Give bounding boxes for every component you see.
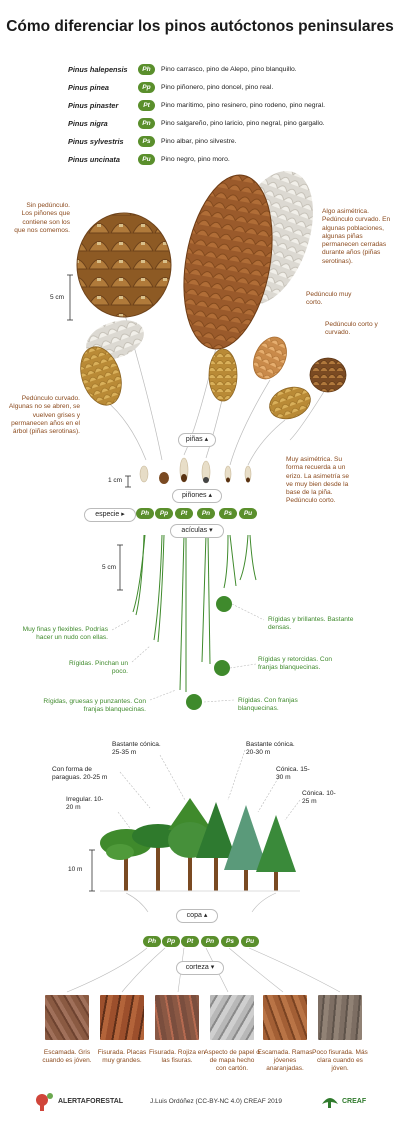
uncinata-crown-note: Cónica. 10-25 m: [302, 790, 336, 806]
bark-nigra-caption: Aspecto de papel o de mapa hecho con cartón.: [204, 1049, 260, 1072]
nigra-cone-note: Pedúnculo muy corto.: [306, 291, 352, 307]
trees: [100, 798, 300, 891]
species-code-badge: Ph: [138, 64, 155, 75]
sylvestris-cone: [247, 332, 293, 385]
species-badge-ps: Ps: [219, 508, 237, 519]
species-badge-pt: Pt: [175, 508, 193, 519]
species-common-names: Pino albar, pino silvestre.: [161, 137, 237, 145]
section-copa-label: copa: [186, 912, 202, 919]
uncinata-cone-note: Muy asimétrica. Su forma recuerda a un erizo. La asimetría se ve muy bien desde la base de la piña. Pedúnculo corto.: [286, 456, 350, 505]
chevron-up-icon: ▴: [203, 912, 208, 919]
seed-scale-label: 1 cm: [108, 477, 123, 484]
cone-scale-label: 5 cm: [50, 294, 65, 301]
species-name: Pinus uncinata: [68, 154, 120, 164]
needle-scale-label: 5 cm: [102, 564, 117, 571]
section-pinones-pill[interactable]: [172, 489, 222, 503]
section-pinas-label: piñas: [185, 436, 203, 443]
pinea-crown-note: Con forma de paraguas. 20-25 m: [52, 766, 108, 782]
uncinata-needle-note: Rígidas y retorcidas. Con franjas blanquecinas.: [258, 656, 333, 672]
section-aciculas-pill[interactable]: [170, 524, 224, 538]
species-common-names: Pino piñonero, pino doncel, pino real.: [161, 83, 274, 91]
species-code-badge: Pt: [138, 100, 155, 111]
bark-sylvestris-caption: Escamada. Ramas jóvenes anaranjadas.: [257, 1049, 313, 1072]
bark-halepensis-caption: Escamada. Gris cuando es jóven.: [42, 1049, 92, 1064]
species-code-badge: Pn: [138, 118, 155, 129]
seed-scale-bar: [125, 476, 131, 487]
section-especie-pill[interactable]: [84, 508, 136, 522]
species-badge-pu: Pu: [239, 508, 257, 519]
species-badge-pp: Pp: [155, 508, 173, 519]
species-name: Pinus pinaster: [68, 100, 119, 110]
section-corteza-pill[interactable]: [176, 961, 224, 975]
bark-pinaster-image: [155, 995, 199, 1040]
crown-connectors: [118, 750, 300, 828]
species-common-names: Pino carrasco, pino de Alepo, pino blanquillo.: [161, 65, 297, 73]
chevron-up-icon: ▴: [208, 492, 212, 499]
species-common-names: Pino salgareño, pino laricio, pino negral, pino gargallo.: [161, 119, 325, 127]
alertaforestal-logo: [36, 1093, 53, 1111]
chevron-down-icon: ▾: [209, 527, 213, 534]
pinea-cone: [77, 213, 171, 317]
chevron-right-icon: ▸: [121, 511, 125, 518]
creaf-logo: [322, 1098, 338, 1108]
pinea-cone-note: Sin pedúnculo. Los piñones que contiene son los que nos comemos.: [14, 202, 70, 234]
bark-pinea-image: [100, 995, 144, 1040]
chevron-down-icon: ▾: [210, 964, 215, 971]
nigra-crown-note: Bastante cónica. 20-30 m: [246, 741, 295, 757]
section-especie-label: especie: [95, 511, 120, 518]
bark-pinea-caption: Fisurada. Placas muy grandes.: [97, 1049, 147, 1064]
footer-alertaforestal[interactable]: ALERTAFORESTAL: [58, 1098, 124, 1105]
species-name: Pinus sylvestris: [68, 136, 124, 146]
pinea-needle-note: Rígidas. Pinchan un poco.: [68, 660, 128, 676]
section-corteza-label: corteza: [185, 964, 209, 971]
species-name: Pinus halepensis: [68, 64, 128, 74]
species-badge-pp: Pp: [162, 936, 180, 947]
needle-scale-bar: [117, 545, 123, 590]
species-common-names: Pino negro, pino moro.: [161, 155, 230, 163]
page-title: Cómo diferenciar los pinos autóctonos peninsulares: [6, 18, 394, 35]
species-badge-pn: Pn: [201, 936, 219, 947]
tree-scale-label: 10 m: [68, 866, 83, 873]
section-pinones-label: piñones: [182, 492, 207, 499]
species-name: Pinus nigra: [68, 118, 108, 128]
section-pinas-pill[interactable]: [178, 433, 216, 447]
species-code-badge: Pp: [138, 82, 155, 93]
bark-halepensis-image: [45, 995, 89, 1040]
halepensis-needle-note: Muy finas y flexibles. Podrías hacer un nudo con ellas.: [22, 626, 108, 642]
bark-pinaster-caption: Fisurada. Rojiza en las fisuras.: [149, 1049, 205, 1064]
pinaster-cone-note: Algo asimétrica. Pedúnculo curvado. En algunas poblaciones, algunas piñas permanecen cerradas durante años (piñas serotinas).: [322, 208, 391, 265]
species-common-names: Pino marítimo, pino resinero, pino rodeno, pino negral.: [161, 101, 325, 109]
needle-connectors: [112, 604, 264, 702]
species-badge-ph: Ph: [143, 936, 161, 947]
pinaster-needle-note: Rígidas, gruesas y punzantes. Con franjas blanquecinas.: [43, 698, 146, 714]
sylvestris-cone-note: Pedúnculo corto y curvado.: [325, 321, 378, 337]
section-aciculas-label: acículas: [181, 527, 208, 534]
pinaster-cone: [171, 159, 329, 356]
footer-creaf[interactable]: CREAF: [342, 1098, 367, 1105]
bark-sylvestris-image: [263, 995, 307, 1040]
species-badge-ps: Ps: [221, 936, 239, 947]
bark-uncinata-image: [318, 995, 362, 1040]
species-badge-pn: Pn: [197, 508, 215, 519]
species-badge-pt: Pt: [181, 936, 199, 947]
chevron-up-icon: ▴: [204, 436, 209, 443]
bark-uncinata-caption: Poco fisurada. Más clara cuando es jóven.: [312, 1049, 368, 1072]
species-code-badge: Ps: [138, 136, 155, 147]
footer-credit: J.Luis Ordóñez (CC-BY-NC 4.0) CREAF 2019: [150, 1098, 282, 1105]
sylvestris-needle-note: Rígidas y brillantes. Bastante densas.: [268, 616, 354, 632]
bark-nigra-image: [210, 995, 254, 1040]
nigra-cone: [209, 349, 237, 401]
species-badge-ph: Ph: [136, 508, 154, 519]
seeds-row: [140, 458, 251, 484]
cone-scale-bar: [67, 275, 73, 320]
tree-scale-bar: [89, 850, 95, 891]
species-code-badge: Pu: [138, 154, 155, 165]
nigra-needle-note: Rígidas. Con franjas blanquecinas.: [238, 697, 298, 713]
halepensis-crown-note: Irregular. 10-20 m: [66, 796, 104, 812]
halepensis-cone-note: Pedúnculo curvado. Algunas no se abren, se vuelven grises y permanecen años en el árbol (piñas serotinas).: [8, 395, 80, 436]
needles: [133, 535, 256, 692]
pinaster-crown-note: Bastante cónica. 25-35 m: [112, 741, 161, 757]
species-name: Pinus pinea: [68, 82, 109, 92]
sylvestris-crown-note: Cónica. 15-30 m: [276, 766, 310, 782]
species-badge-pu: Pu: [241, 936, 259, 947]
section-copa-pill[interactable]: [176, 909, 218, 923]
